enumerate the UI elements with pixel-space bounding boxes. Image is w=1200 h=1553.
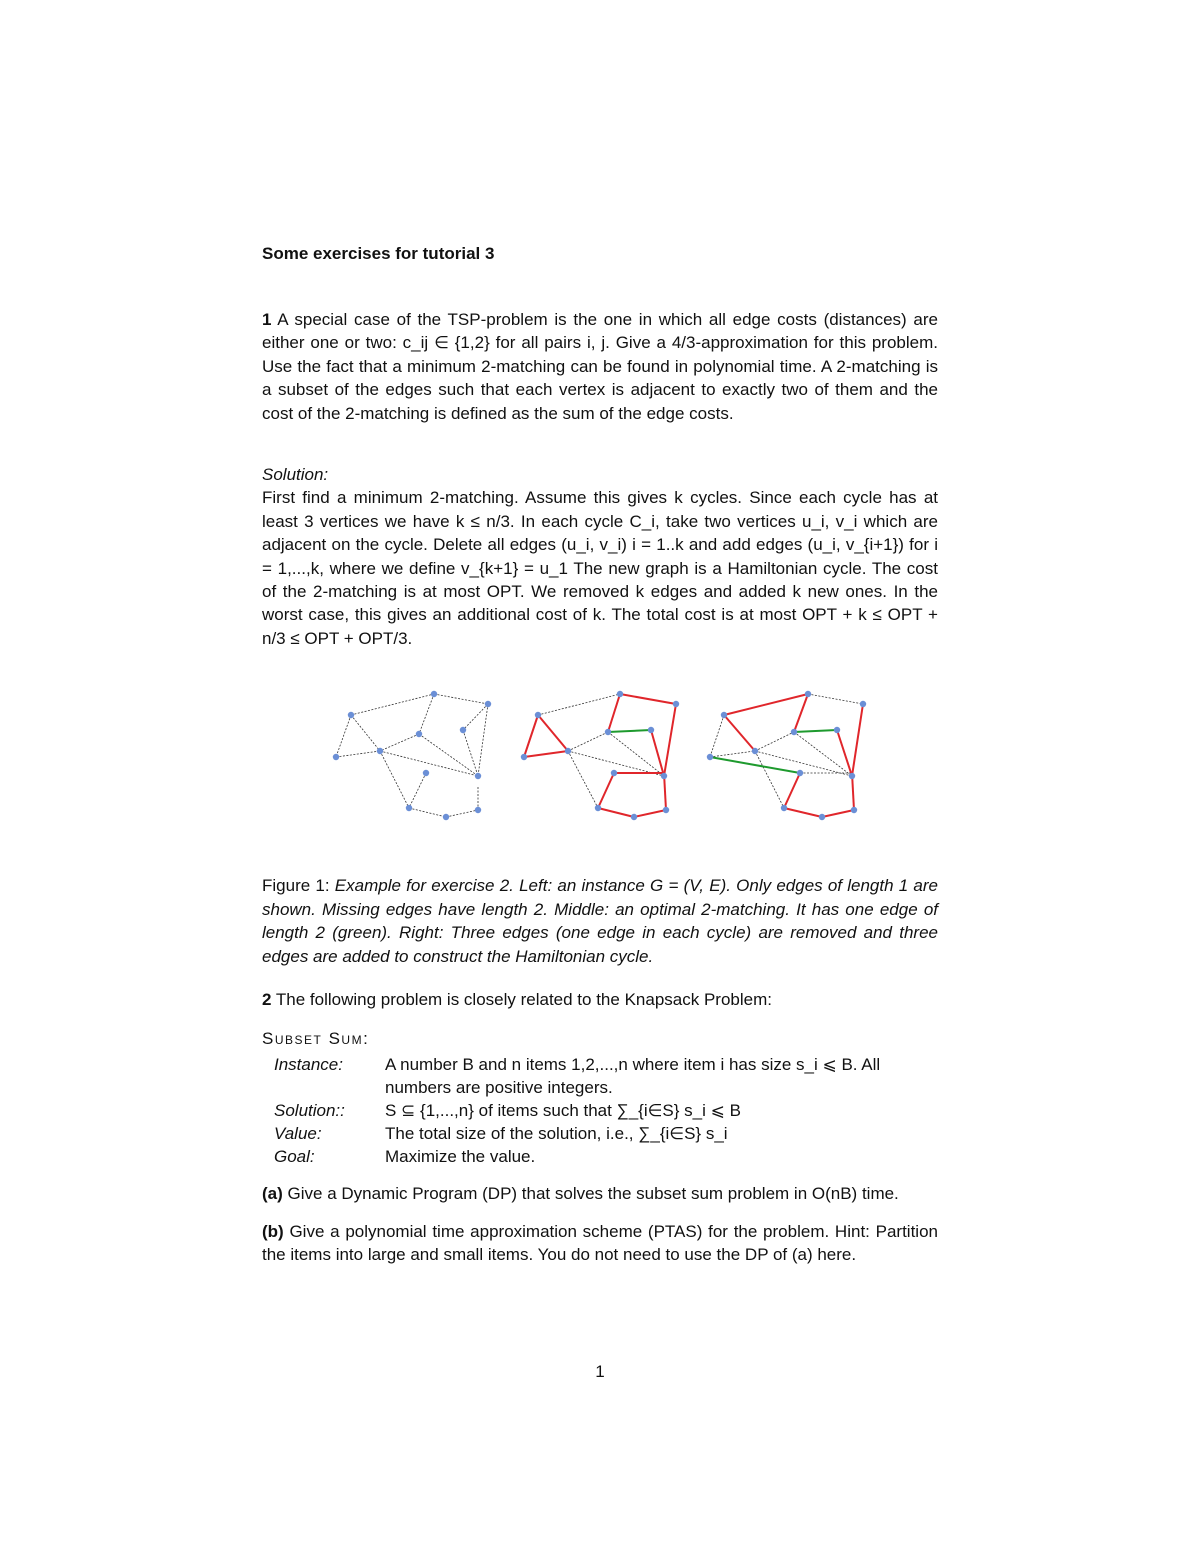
definition-key: Instance: (274, 1055, 343, 1075)
vertex (611, 770, 617, 776)
vertex (416, 731, 422, 737)
vertex (673, 701, 679, 707)
edge (478, 704, 488, 776)
definition-value: Maximize the value. (385, 1147, 536, 1167)
definition-key: Solution:: (274, 1101, 345, 1121)
edge (710, 715, 724, 757)
vertex (423, 770, 429, 776)
edge (794, 732, 852, 776)
problem-definition (274, 1053, 937, 1168)
matching-edge (620, 694, 676, 704)
vertex (752, 748, 758, 754)
cycle-edge (852, 704, 863, 776)
graph-middle (524, 694, 676, 817)
edge (409, 808, 446, 817)
graph-left (336, 694, 488, 817)
edge (446, 810, 478, 817)
vertex (617, 691, 623, 697)
matching-edge (524, 715, 538, 757)
cycle-edge (822, 810, 854, 817)
vertex (475, 807, 481, 813)
edge (755, 751, 852, 776)
cycle-edge (724, 694, 808, 715)
vertex (460, 727, 466, 733)
part-a (262, 1182, 938, 1205)
part-a-label: (a) (262, 1184, 283, 1204)
figure-caption-label: Figure 1: (262, 876, 330, 896)
cycle-edge (837, 730, 852, 776)
vertex (431, 691, 437, 697)
vertex (475, 773, 481, 779)
figure-caption-text: Example for exercise 2. Left: an instance G = (V, E). Only edges of length 1 are shown. Missing edges have length 2. Middle: an optimal 2-matching. It has one edge of length 2 (green). Right: Three edges (one edge in each cycle) are removed and three edges are added to construct the Hamiltonian cycle. (262, 876, 938, 966)
graph-right (710, 694, 863, 817)
vertex (791, 729, 797, 735)
vertex (535, 712, 541, 718)
vertex (860, 701, 866, 707)
vertex (781, 805, 787, 811)
matching-edge (524, 751, 568, 757)
edge (568, 751, 598, 808)
vertex (819, 814, 825, 820)
exercise-1 (262, 308, 938, 425)
vertex (849, 773, 855, 779)
solution-label: Solution: (262, 465, 329, 485)
length-2-edge (794, 730, 837, 732)
problem-name: Subset Sum: (262, 1029, 370, 1049)
solution-text: First find a minimum 2-matching. Assume this gives k cycles. Since each cycle has at least 3 vertices we have k ≤ n/3. In each cycle C_i, take two vertices u_i, v_i which are adjacent on the cycle. Delete all edges (u_i, v_i) i = 1..k and add edges (u_i, v_{i+1}) for i = 1,...,k, where we define v_{k+1} = u_1 The new graph is a Hamiltonian cycle. The cost of the 2-matching is at most OPT. We removed k edges and added k new ones. In the worst case, this gives an additional cost of k. The total cost is at most OPT + k ≤ OPT + n/3 ≤ OPT + OPT/3. (262, 488, 938, 648)
exercise-1-number: 1 (262, 310, 272, 329)
edge (380, 751, 409, 808)
definition-key: Value: (274, 1124, 322, 1144)
length-2-edge (608, 730, 651, 732)
graph-left-vertices (333, 691, 491, 820)
vertex (485, 701, 491, 707)
vertex (805, 691, 811, 697)
exercise-2-number: 2 (262, 989, 272, 1009)
vertex (661, 773, 667, 779)
edge (538, 694, 620, 715)
vertex (605, 729, 611, 735)
exercise-1-text: A special case of the TSP-problem is the one in which all edge costs (distances) are either one or two: c_ij ∈ {1,2} for all pairs i, j. Give a 4/3-approximation for this problem. Use the fact that a minimum 2-matching can be found in polynomial time. A 2-matching is a subset of the edges such that each vertex is adjacent to exactly two of them and the cost of the 2-matching is defined as the sum of the edge costs. (262, 310, 938, 423)
vertex (348, 712, 354, 718)
definition-value: S ⊆ {1,...,n} of items such that ∑_{i∈S} s_i ⩽ B (385, 1101, 741, 1121)
cycle-edge (784, 773, 800, 808)
edge (409, 773, 426, 808)
cycle-edge (794, 694, 808, 732)
vertex (721, 712, 727, 718)
vertex (851, 807, 857, 813)
cycle-edge (784, 808, 822, 817)
matching-edge (634, 810, 666, 817)
edge (568, 732, 608, 751)
matching-edge (598, 808, 634, 817)
definition-row (274, 1145, 937, 1168)
vertex (648, 727, 654, 733)
vertex (443, 814, 449, 820)
page-body (262, 244, 938, 1267)
edge (755, 732, 794, 751)
graph-figure-svg (262, 686, 938, 846)
page-number: 1 (595, 1362, 605, 1381)
edge (380, 734, 419, 751)
exercise-2-intro: The following problem is closely related to the Knapsack Problem: (275, 989, 772, 1009)
vertex (521, 754, 527, 760)
part-b (262, 1220, 938, 1267)
vertex (377, 748, 383, 754)
definition-value: A number B and n items 1,2,...,n where item i has size s_i ⩽ B. All numbers are positive integers. (385, 1055, 881, 1098)
edge (336, 751, 380, 757)
definition-key: Goal: (274, 1147, 315, 1167)
edge (808, 694, 863, 704)
edge (463, 704, 488, 730)
exercise-2 (262, 988, 938, 1011)
vertex (797, 770, 803, 776)
edge (351, 694, 434, 715)
page-title: Some exercises for tutorial 3 (262, 244, 495, 263)
edge (755, 751, 784, 808)
part-b-text: Give a polynomial time approximation scheme (PTAS) for the problem. Hint: Partition the items into large and small items. You do not need to use the DP of (a) here. (262, 1221, 938, 1265)
edge (710, 751, 755, 757)
cycle-edge (724, 715, 755, 751)
edge (351, 715, 380, 751)
vertex (595, 805, 601, 811)
matching-edge (664, 704, 676, 776)
edge (434, 694, 488, 704)
edge (419, 694, 434, 734)
edge (336, 715, 351, 757)
definition-value: The total size of the solution, i.e., ∑_{i∈S} s_i (385, 1124, 728, 1144)
vertex (565, 748, 571, 754)
matching-edge (608, 694, 620, 732)
vertex (707, 754, 713, 760)
vertex (834, 727, 840, 733)
edge (419, 734, 478, 776)
vertex (663, 807, 669, 813)
matching-edge (598, 773, 614, 808)
part-a-text: Give a Dynamic Program (DP) that solves the subset sum problem in O(nB) time. (287, 1184, 899, 1204)
matching-edge (538, 715, 568, 751)
vertex (406, 805, 412, 811)
vertex (333, 754, 339, 760)
definition-row (274, 1099, 937, 1122)
part-b-label: (b) (262, 1221, 284, 1241)
edge (463, 730, 478, 776)
edge (608, 732, 664, 776)
definition-row (274, 1122, 937, 1145)
figure-caption (262, 874, 938, 968)
matching-edge (651, 730, 664, 776)
vertex (631, 814, 637, 820)
graph-middle-vertices (521, 691, 679, 820)
definition-row (274, 1053, 937, 1099)
figure-graphs (262, 686, 938, 846)
